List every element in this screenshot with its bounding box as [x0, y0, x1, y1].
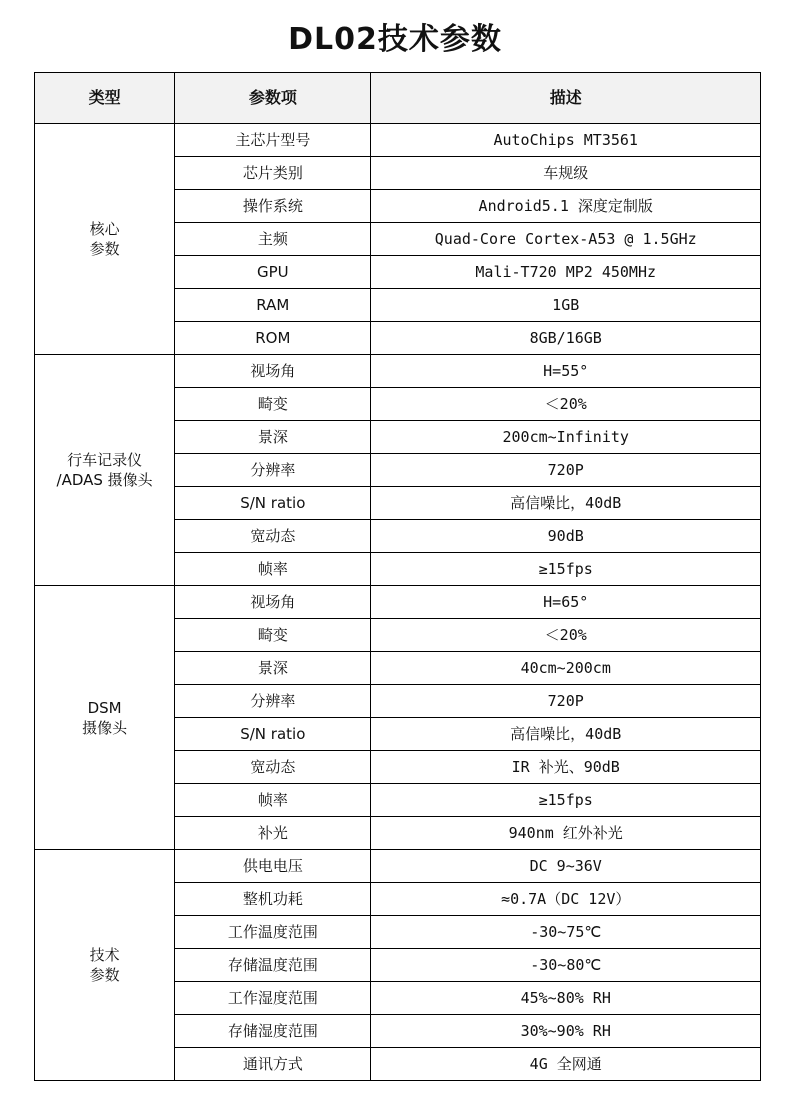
category-line: 核心: [89, 220, 120, 238]
desc-cell: 30%~90% RH: [371, 1015, 761, 1048]
param-cell: 主芯片型号: [175, 124, 371, 157]
param-cell: 景深: [175, 652, 371, 685]
document-title: DL02技术参数: [288, 22, 502, 57]
desc-cell: 940nm 红外补光: [371, 817, 761, 850]
desc-cell: 720P: [371, 685, 761, 718]
desc-cell: 45%~80% RH: [371, 982, 761, 1015]
category-cell: [35, 124, 175, 355]
desc-cell: Mali-T720 MP2 450MHz: [371, 256, 761, 289]
desc-cell: 8GB/16GB: [371, 322, 761, 355]
table-row: [35, 586, 761, 619]
table-row: [35, 124, 761, 157]
desc-cell: -30~80℃: [371, 949, 761, 982]
param-cell: ROM: [175, 322, 371, 355]
table-row: [35, 355, 761, 388]
category-cell: [35, 586, 175, 850]
desc-cell: 40cm~200cm: [371, 652, 761, 685]
desc-cell: Android5.1 深度定制版: [371, 190, 761, 223]
desc-cell: -30~75℃: [371, 916, 761, 949]
desc-cell: DC 9~36V: [371, 850, 761, 883]
param-cell: 分辨率: [175, 454, 371, 487]
param-cell: 存储湿度范围: [175, 1015, 371, 1048]
param-cell: 帧率: [175, 553, 371, 586]
param-cell: 供电电压: [175, 850, 371, 883]
param-cell: 整机功耗: [175, 883, 371, 916]
table-header-row: [35, 73, 761, 124]
header-category: 类型: [35, 73, 175, 124]
param-cell: S/N ratio: [175, 718, 371, 751]
param-cell: 补光: [175, 817, 371, 850]
param-cell: 畸变: [175, 388, 371, 421]
param-cell: 畸变: [175, 619, 371, 652]
desc-cell: ＜20%: [371, 619, 761, 652]
desc-cell: H=55°: [371, 355, 761, 388]
category-line: 参数: [89, 240, 120, 258]
category-line: 参数: [89, 966, 120, 984]
param-cell: 视场角: [175, 586, 371, 619]
category-line: 摄像头: [82, 718, 128, 737]
header-desc: 描述: [371, 73, 761, 124]
desc-cell: IR 补光、90dB: [371, 751, 761, 784]
param-cell: 帧率: [175, 784, 371, 817]
param-cell: 主频: [175, 223, 371, 256]
desc-cell: 720P: [371, 454, 761, 487]
param-cell: 视场角: [175, 355, 371, 388]
category-line: 行车记录仪: [67, 451, 143, 469]
desc-cell: 1GB: [371, 289, 761, 322]
table-body: [35, 124, 761, 1081]
desc-cell: H=65°: [371, 586, 761, 619]
desc-cell: 车规级: [371, 157, 761, 190]
spec-table: [34, 72, 761, 1081]
param-cell: 通讯方式: [175, 1048, 371, 1081]
desc-cell: ≥15fps: [371, 784, 761, 817]
param-cell: 景深: [175, 421, 371, 454]
param-cell: S/N ratio: [175, 487, 371, 520]
param-cell: GPU: [175, 256, 371, 289]
param-cell: 芯片类别: [175, 157, 371, 190]
desc-cell: ＜20%: [371, 388, 761, 421]
category-line: DSM: [87, 698, 122, 717]
param-cell: RAM: [175, 289, 371, 322]
category-line: 技术: [89, 946, 120, 964]
param-cell: 存储温度范围: [175, 949, 371, 982]
param-cell: 分辨率: [175, 685, 371, 718]
desc-cell: 高信噪比，40dB: [371, 718, 761, 751]
desc-cell: 4G 全网通: [371, 1048, 761, 1081]
param-cell: 宽动态: [175, 751, 371, 784]
param-cell: 操作系统: [175, 190, 371, 223]
desc-cell: 200cm~Infinity: [371, 421, 761, 454]
desc-cell: ≈0.7A（DC 12V）: [371, 883, 761, 916]
param-cell: 工作温度范围: [175, 916, 371, 949]
param-cell: 工作湿度范围: [175, 982, 371, 1015]
desc-cell: 90dB: [371, 520, 761, 553]
desc-cell: AutoChips MT3561: [371, 124, 761, 157]
param-cell: 宽动态: [175, 520, 371, 553]
desc-cell: ≥15fps: [371, 553, 761, 586]
desc-cell: 高信噪比，40dB: [371, 487, 761, 520]
category-line: /ADAS 摄像头: [56, 471, 153, 489]
category-cell: [35, 355, 175, 586]
category-cell: [35, 850, 175, 1081]
table-row: [35, 850, 761, 883]
desc-cell: Quad-Core Cortex-A53 @ 1.5GHz: [371, 223, 761, 256]
header-param: 参数项: [175, 73, 371, 124]
